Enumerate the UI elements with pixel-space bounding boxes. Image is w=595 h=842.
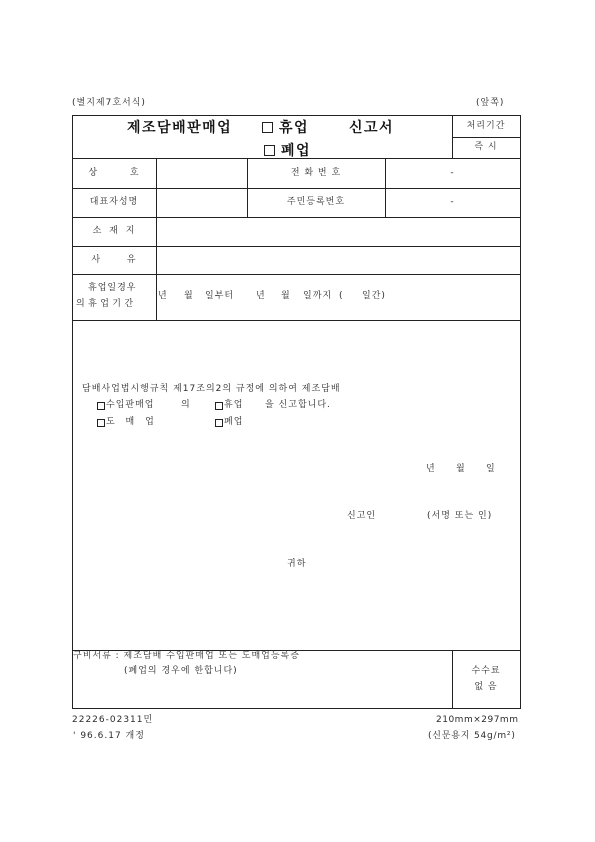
title-suspend-label: 휴업: [279, 120, 310, 136]
import-sales-label: 수입판매업: [106, 400, 155, 410]
wholesale-label: 도 매 업: [106, 417, 155, 427]
location-field[interactable]: [156, 217, 520, 246]
date-month-label: 월: [456, 464, 466, 474]
fee-value: 없 음: [474, 682, 498, 692]
title-close-label: 폐업: [281, 143, 312, 159]
declaration-statement: 을 신고합니다.: [265, 400, 331, 410]
suspension-period-label-line2: 의휴업기간: [76, 299, 137, 309]
reason-label-cell: [72, 246, 156, 274]
suspension-period-field[interactable]: [156, 274, 520, 320]
form-code: 22226-02311민: [72, 715, 154, 725]
fee-cell: [452, 650, 520, 708]
revision-date: ' 96.6.17 개정: [73, 731, 145, 741]
period-from-month: 월: [184, 291, 194, 301]
representative-field[interactable]: [156, 188, 247, 217]
processing-period: [452, 115, 520, 158]
trade-name-field[interactable]: [156, 158, 247, 188]
location-label-cell: [72, 217, 156, 246]
period-to-day: 일까지: [303, 291, 333, 301]
trade-name-label-cell: [72, 158, 156, 188]
page-side-label: (앞쪽): [476, 98, 505, 108]
suspend-checkbox[interactable]: [215, 402, 223, 410]
addressee: 귀하: [287, 559, 307, 569]
period-to-month: 월: [281, 291, 291, 301]
close-label: 폐업: [224, 417, 244, 427]
period-to-year: 년: [256, 291, 266, 301]
representative-label-cell: [72, 188, 156, 217]
import-sales-checkbox[interactable]: [97, 402, 105, 410]
title-business: 제조담배판매업: [127, 120, 233, 136]
fee-label-cell: [452, 666, 520, 677]
required-documents-line1: 구비서류 : 제조담배 수입판매업 또는 도매업등록증: [73, 651, 300, 661]
period-days-prefix: (: [339, 291, 344, 301]
location-label: 소 재 지: [92, 226, 136, 236]
reason-field[interactable]: [156, 246, 520, 274]
required-documents: [72, 650, 452, 708]
period-from-day: 일부터: [205, 291, 235, 301]
phone-label-cell: [247, 158, 385, 188]
processing-period-value: 즉 시: [474, 142, 498, 152]
declaration-legal-basis: 담배사업법시행규칙 제17조의2의 규정에 의하여 제조담배: [82, 384, 341, 394]
required-documents-line2: (폐업의 경우에 한합니다): [124, 666, 238, 676]
fee-label: 수수료: [471, 666, 501, 676]
reason-label: 사 유: [91, 254, 137, 265]
title-document-type: 신고서: [349, 120, 395, 136]
processing-period-value-cell: [452, 137, 520, 158]
date-day-label: 일: [486, 464, 496, 474]
resident-id-label-cell: [247, 188, 385, 217]
resident-id-label: 주민등록번호: [286, 197, 346, 207]
phone-value: -: [450, 167, 455, 178]
form-number: (별지제7호서식): [72, 98, 146, 108]
period-days-suffix: 일간): [362, 291, 386, 301]
phone-field[interactable]: [385, 158, 520, 188]
phone-label: 전 화 번 호: [290, 167, 342, 178]
resident-id-value: -: [450, 197, 455, 207]
processing-period-label-cell: [452, 115, 520, 137]
suspension-period-label-cell: [72, 274, 156, 320]
form-title: [72, 115, 452, 158]
fee-value-cell: [452, 682, 520, 693]
declaration-particle: 의: [181, 400, 191, 410]
trade-name-label: 상 호: [88, 167, 140, 178]
date-year-label: 년: [426, 464, 436, 474]
resident-id-field[interactable]: [385, 188, 520, 217]
representative-label: 대표자성명: [89, 197, 139, 207]
wholesale-checkbox[interactable]: [97, 419, 105, 427]
paper-type: (신문용지 54g/m²): [428, 731, 516, 741]
applicant-label: 신고인: [347, 511, 377, 521]
close-checkbox[interactable]: [215, 419, 223, 427]
suspension-period-label-line1: 휴업일경우: [88, 283, 137, 293]
title-close-checkbox[interactable]: [264, 145, 275, 156]
paper-size: 210mm×297mm: [436, 715, 519, 725]
title-suspend-checkbox[interactable]: [262, 122, 273, 133]
suspend-label: 휴업: [224, 400, 244, 410]
period-from-year: 년: [158, 291, 168, 301]
signature-field[interactable]: (서명 또는 인): [427, 511, 493, 521]
declaration-section: [72, 320, 520, 650]
processing-period-label: 처리기간: [466, 120, 506, 131]
